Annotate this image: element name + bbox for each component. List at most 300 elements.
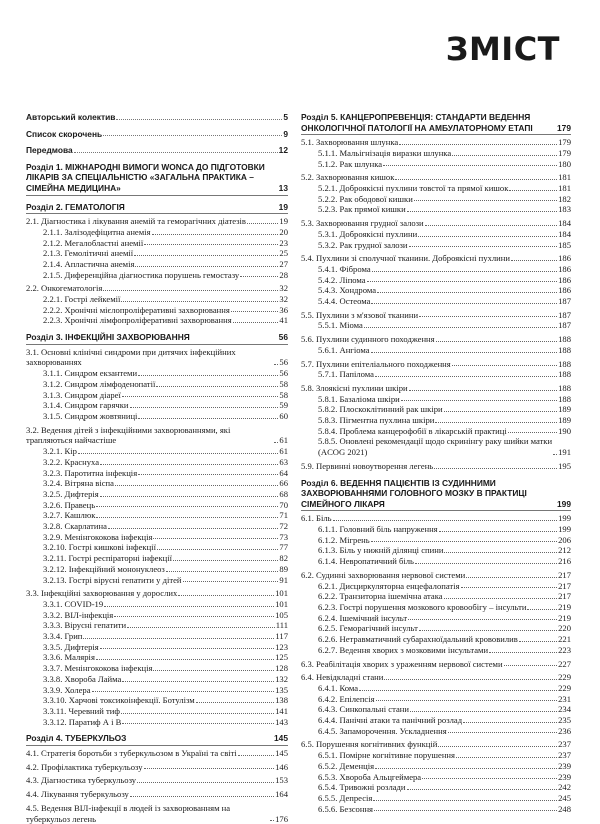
toc-entry[interactable] <box>26 775 288 786</box>
toc-entry[interactable] <box>26 663 288 674</box>
leader-dots <box>74 152 278 153</box>
leader-dots <box>436 341 557 342</box>
toc-entry[interactable] <box>301 761 571 772</box>
entry-label: 6.5. Порушення когнітивних функцій <box>301 739 437 750</box>
entry-page: 183 <box>558 204 571 215</box>
toc-entry[interactable] <box>301 320 571 331</box>
leader-dots <box>104 606 274 607</box>
entry-page: 77 <box>279 542 288 553</box>
toc-entry[interactable] <box>26 390 288 401</box>
toc-entry[interactable] <box>301 535 571 546</box>
leader-dots <box>134 255 278 256</box>
toc-entry[interactable] <box>301 415 571 426</box>
toc-entry[interactable] <box>301 345 571 356</box>
toc-entry[interactable] <box>301 394 571 405</box>
toc-entry[interactable] <box>26 620 288 631</box>
entry-page: 56 <box>279 357 288 368</box>
leader-dots <box>418 236 557 237</box>
toc-entry[interactable] <box>26 542 288 553</box>
entry-label: 5.1.1. Мальігнізація виразки шлунка <box>318 148 451 159</box>
toc-entry[interactable] <box>26 468 288 479</box>
leader-dots <box>415 563 557 564</box>
entry-label: Передмова <box>26 145 73 156</box>
toc-entry[interactable] <box>26 238 288 249</box>
entry-page: 245 <box>558 793 571 804</box>
entry-label: 5.8.2. Плоскоклітинний рак шкіри <box>318 404 443 415</box>
toc-entry[interactable] <box>26 425 288 446</box>
entry-page: 179 <box>558 137 571 148</box>
toc-entry[interactable] <box>26 803 288 824</box>
entry-label: 3.3.12. Паратиф А і В <box>43 717 121 728</box>
entry-page: 187 <box>558 310 571 321</box>
entry-label: 4.2. Профілактика туберкульозу <box>26 762 143 773</box>
entry-label: 3.3.7. Менінгококова інфекція <box>43 663 152 674</box>
entry-label: 3.3. Інфекційні захворювання у дорослих <box>26 588 177 599</box>
entry-label: 3.3.6. Малярія <box>43 652 95 663</box>
toc-entry[interactable] <box>301 804 571 815</box>
entry-label: 5.4.1. Фіброма <box>318 264 371 275</box>
entry-label: 5.2. Захворювання кишок <box>301 172 394 183</box>
toc-entry[interactable] <box>301 359 571 370</box>
toc-entry[interactable] <box>26 717 288 728</box>
toc-entry[interactable] <box>301 581 571 592</box>
leader-dots <box>247 223 278 224</box>
toc-entry[interactable] <box>26 532 288 543</box>
entry-label: 3.2.2. Краснуха <box>43 457 99 468</box>
leader-dots <box>375 768 557 769</box>
toc-entry[interactable] <box>301 715 571 726</box>
leader-dots <box>116 119 282 120</box>
leader-dots <box>448 732 557 733</box>
entry-label: 6.2.4. Ішемічний інсульт <box>318 613 407 624</box>
toc-entry[interactable] <box>26 259 288 270</box>
entry-page: 229 <box>558 672 571 683</box>
leader-dots <box>100 496 279 497</box>
entry-label: Авторський колектив <box>26 112 115 123</box>
toc-entry[interactable] <box>301 253 571 264</box>
toc-entry[interactable] <box>301 159 571 170</box>
toc-entry[interactable] <box>301 240 571 251</box>
entry-label: 3.2. Ведення дітей з інфекційними захворюваннями, які трапляються найчастіше <box>26 425 273 446</box>
entry-page: 219 <box>558 613 571 624</box>
section-label: Розділ 5. КАНЦЕРОПРЕВЕНЦІЯ: СТАНДАРТИ ВЕДЕННЯ ОНКОЛОГІЧНОЇ ПАТОЛОГІЇ НА АМБУЛАТОРНОМУ ЕТАПІ <box>301 112 557 133</box>
section-heading[interactable] <box>26 332 288 345</box>
entry-page: 36 <box>279 305 288 316</box>
toc-entry[interactable] <box>301 404 571 415</box>
entry-page: 70 <box>279 500 288 511</box>
toc-entry[interactable] <box>26 610 288 621</box>
entry-label: 5.2.2. Рак ободової кишки <box>318 194 413 205</box>
toc-entry[interactable] <box>301 296 571 307</box>
toc-entry[interactable] <box>26 368 288 379</box>
toc-entry[interactable] <box>26 652 288 663</box>
entry-page: 59 <box>279 400 288 411</box>
toc-entry[interactable] <box>301 436 571 457</box>
toc-entry[interactable] <box>26 521 288 532</box>
toc-entry[interactable] <box>26 695 288 706</box>
toc-front-entry[interactable] <box>26 129 288 140</box>
toc-entry[interactable] <box>301 545 571 556</box>
toc-entry[interactable] <box>301 183 571 194</box>
entry-page: 239 <box>558 761 571 772</box>
toc-entry[interactable] <box>26 642 288 653</box>
leader-dots <box>153 538 278 539</box>
toc-entry[interactable] <box>26 457 288 468</box>
leader-dots <box>144 244 278 245</box>
toc-entry[interactable] <box>26 685 288 696</box>
entry-label: 6.5.2. Деменція <box>318 761 374 772</box>
toc-entry[interactable] <box>26 270 288 281</box>
toc-entry[interactable] <box>26 446 288 457</box>
leader-dots <box>375 376 557 377</box>
entry-label: 3.3.1. COVID-19 <box>43 599 103 610</box>
leader-dots <box>410 711 557 712</box>
leader-dots <box>238 755 274 756</box>
toc-entry[interactable] <box>26 400 288 411</box>
leader-dots <box>425 225 557 226</box>
entry-label: 5.1.2. Рак шлунка <box>318 159 382 170</box>
entry-page: 188 <box>558 383 571 394</box>
toc-entry[interactable] <box>301 218 571 229</box>
entry-page: 111 <box>276 620 288 631</box>
toc-entry[interactable] <box>301 782 571 793</box>
leader-dots <box>333 520 558 521</box>
toc-entry[interactable] <box>301 570 571 581</box>
entry-page: 28 <box>279 270 288 281</box>
entry-label: 5.9. Первинні новоутворення легень <box>301 461 433 472</box>
entry-label: 5.2.1. Доброякісні пухлини товстої та прямої кишок <box>318 183 508 194</box>
leader-dots <box>153 670 274 671</box>
toc-front-entry[interactable] <box>26 145 288 156</box>
leader-dots <box>121 713 274 714</box>
entry-label: 3.3.5. Дифтерія <box>43 642 99 653</box>
leader-dots <box>137 782 274 783</box>
entry-label: 2.2. Онкогематологія <box>26 283 102 294</box>
toc-entry[interactable] <box>26 248 288 259</box>
entry-page: 186 <box>558 275 571 286</box>
entry-page: 58 <box>279 390 288 401</box>
entry-label: 5.1. Захворювання шлунка <box>301 137 398 148</box>
entry-page: 101 <box>275 599 288 610</box>
section-heading[interactable] <box>26 202 288 215</box>
section-page: 56 <box>279 332 288 343</box>
leader-dots <box>452 155 557 156</box>
entry-page: 32 <box>279 294 288 305</box>
leader-dots <box>121 301 278 302</box>
toc-entry[interactable] <box>301 739 571 750</box>
toc-entry[interactable] <box>301 750 571 761</box>
entry-page: 138 <box>275 695 288 706</box>
entry-label: 5.3.2. Рак грудної залози <box>318 240 408 251</box>
toc-entry[interactable] <box>26 315 288 326</box>
toc-entry[interactable] <box>301 383 571 394</box>
toc-entry[interactable] <box>26 789 288 800</box>
entry-label: 6.4.2. Епілепсія <box>318 694 375 705</box>
toc-entry[interactable] <box>301 264 571 275</box>
entry-page: 231 <box>558 694 571 705</box>
leader-dots <box>371 541 557 542</box>
leader-dots <box>376 700 558 701</box>
entry-page: 217 <box>558 570 571 581</box>
leader-dots <box>122 396 279 397</box>
entry-page: 235 <box>558 715 571 726</box>
leader-dots <box>463 722 557 723</box>
toc-entry[interactable] <box>26 575 288 586</box>
toc-entry[interactable] <box>301 369 571 380</box>
toc-entry[interactable] <box>301 591 571 602</box>
leader-dots <box>553 454 557 455</box>
toc-entry[interactable] <box>301 556 571 567</box>
toc-entry[interactable] <box>301 793 571 804</box>
entry-label: 6.5.1. Помірне когнітивне порушення <box>318 750 455 761</box>
entry-label: 6.5.4. Тривожні розлади <box>318 782 406 793</box>
leader-dots <box>100 648 274 649</box>
entry-label: 2.2.1. Гострі лейкемії <box>43 294 120 305</box>
entry-page: 219 <box>558 602 571 613</box>
toc-entry[interactable] <box>301 726 571 737</box>
leader-dots <box>122 723 274 724</box>
toc-entry[interactable] <box>301 672 571 683</box>
entry-label: 3.1.5. Синдром жовтяниці <box>43 411 137 422</box>
entry-label: 3.2.6. Правець <box>43 500 95 511</box>
entry-page: 66 <box>279 478 288 489</box>
toc-entry[interactable] <box>301 602 571 613</box>
entry-label: 2.2.2. Хронічні мієлопроліферативні захворювання <box>43 305 230 316</box>
toc-entry[interactable] <box>26 379 288 390</box>
toc-entry[interactable] <box>26 748 288 759</box>
toc-entry[interactable] <box>26 478 288 489</box>
entry-page: 199 <box>558 524 571 535</box>
leader-dots <box>96 517 278 518</box>
leader-dots <box>96 659 274 660</box>
entry-label: 2.1.5. Диференційна діагностика порушень гемостазу <box>43 270 239 281</box>
toc-entry[interactable] <box>26 599 288 610</box>
leader-dots <box>127 627 275 628</box>
toc-entry[interactable] <box>26 411 288 422</box>
toc-entry[interactable] <box>26 553 288 564</box>
entry-page: 56 <box>279 368 288 379</box>
leader-dots <box>509 190 557 191</box>
entry-label: 3.2.9. Менінгококова інфекція <box>43 532 152 543</box>
entry-page: 176 <box>275 814 288 824</box>
entry-page: 188 <box>558 345 571 356</box>
toc-entry[interactable] <box>26 588 288 599</box>
entry-page: 181 <box>558 172 571 183</box>
leader-dots <box>435 422 557 423</box>
entry-page: 195 <box>558 461 571 472</box>
entry-page: 191 <box>558 447 571 458</box>
toc-entry[interactable] <box>26 706 288 717</box>
leader-dots <box>233 322 279 323</box>
leader-dots <box>384 679 557 680</box>
toc-entry[interactable] <box>26 216 288 227</box>
leader-dots <box>122 681 274 682</box>
entry-page: 89 <box>279 564 288 575</box>
toc-entry[interactable] <box>26 305 288 316</box>
entry-label: 3.2.8. Скарлатина <box>43 521 107 532</box>
entry-label: 6.5.6. Безсоння <box>318 804 373 815</box>
section-heading[interactable] <box>26 733 288 746</box>
entry-label: 3.3.11. Черевний тиф <box>43 706 120 717</box>
toc-entry[interactable] <box>26 631 288 642</box>
leader-dots <box>373 800 557 801</box>
leader-dots <box>383 165 557 166</box>
section-label: Розділ 2. ГЕМАТОЛОГІЯ <box>26 202 125 213</box>
leader-dots <box>466 577 557 578</box>
leader-dots <box>103 290 278 291</box>
toc-entry[interactable] <box>301 275 571 286</box>
leader-dots <box>508 432 557 433</box>
entry-page: 164 <box>275 789 288 800</box>
toc-entry[interactable] <box>301 229 571 240</box>
toc-entry[interactable] <box>301 513 571 524</box>
entry-label: 6.2.3. Гострі порушення мозкового кровообігу – інсульти <box>318 602 526 613</box>
entry-label: 5.7. Пухлини епітеліального походження <box>301 359 451 370</box>
toc-entry[interactable] <box>26 294 288 305</box>
section-page: 19 <box>279 202 288 213</box>
section-heading[interactable] <box>26 162 288 196</box>
entry-label: 6.2. Судинні захворювання нервової системи <box>301 570 465 581</box>
entry-label: 3.1.2. Синдром лімфоденопатії <box>43 379 155 390</box>
section-page: 199 <box>557 499 571 510</box>
toc-entry[interactable] <box>301 204 571 215</box>
leader-dots <box>156 386 278 387</box>
section-6-entries <box>301 513 571 814</box>
entry-page: 101 <box>275 588 288 599</box>
entry-label: 6.2.2. Транзиторна ішемічна атака <box>318 591 443 602</box>
toc-entry[interactable] <box>26 500 288 511</box>
leader-dots <box>444 552 557 553</box>
toc-entry[interactable] <box>301 194 571 205</box>
entry-label: 3.2.12. Інфекційний мононуклеоз <box>43 564 165 575</box>
toc-entry[interactable] <box>26 564 288 575</box>
toc-entry[interactable] <box>301 634 571 645</box>
entry-label: 3.3.8. Хвороба Лайма <box>43 674 121 685</box>
leader-dots <box>138 375 278 376</box>
leader-dots <box>135 266 278 267</box>
entry-page: 217 <box>558 591 571 602</box>
toc-entry[interactable] <box>301 310 571 321</box>
toc-front-entry[interactable] <box>26 112 288 123</box>
toc-entry[interactable] <box>26 283 288 294</box>
section-page: 145 <box>274 733 288 744</box>
entry-page: 186 <box>558 264 571 275</box>
entry-page: 189 <box>558 415 571 426</box>
entry-label: 6.4. Невідкладні стани <box>301 672 383 683</box>
entry-label: 6.5.5. Депресія <box>318 793 372 804</box>
entry-page: 132 <box>275 674 288 685</box>
entry-label: 4.3. Діагностика туберкульозу <box>26 775 136 786</box>
entry-page: 180 <box>558 159 571 170</box>
leader-dots <box>270 820 274 821</box>
entry-label: 6.5.3. Хвороба Альцгеймера <box>318 772 421 783</box>
toc-entry[interactable] <box>301 772 571 783</box>
entry-page: 71 <box>279 510 288 521</box>
leader-dots <box>78 453 279 454</box>
entry-label: 5.8.5. Оновлені рекомендації щодо скринінгу раку шийки матки (ACOG 2021) <box>318 436 552 457</box>
entry-page: 217 <box>558 581 571 592</box>
entry-page: 188 <box>558 359 571 370</box>
entry-label: 6.4.5. Запаморочення. Ускладнення <box>318 726 447 737</box>
toc-entry[interactable] <box>26 347 288 368</box>
toc-entry[interactable] <box>26 489 288 500</box>
entry-page: 117 <box>275 631 288 642</box>
toc-entry[interactable] <box>301 461 571 472</box>
leader-dots <box>138 418 278 419</box>
entry-page: 82 <box>279 553 288 564</box>
entry-label: 5.4.2. Ліпома <box>318 275 366 286</box>
entry-label: 2.1.4. Апластична анемія <box>43 259 134 270</box>
entry-label: 6.1.3. Біль у нижній ділянці спини <box>318 545 443 556</box>
toc-entry[interactable] <box>301 623 571 634</box>
entry-label: 3.2.5. Дифтерія <box>43 489 99 500</box>
entry-label: 3.2.1. Кір <box>43 446 77 457</box>
toc-entry[interactable] <box>301 694 571 705</box>
toc-entry[interactable] <box>301 172 571 183</box>
toc-entry[interactable] <box>301 645 571 656</box>
section-heading[interactable] <box>301 478 571 512</box>
toc-entry[interactable] <box>301 285 571 296</box>
toc-entry[interactable] <box>301 524 571 535</box>
toc-entry[interactable] <box>26 674 288 685</box>
leader-dots <box>371 303 557 304</box>
entry-page: 236 <box>558 726 571 737</box>
entry-page: 186 <box>558 253 571 264</box>
entry-page: 19 <box>279 216 288 227</box>
entry-label: 5.4.4. Остеома <box>318 296 370 307</box>
section-4-entries <box>26 748 288 824</box>
entry-page: 181 <box>558 183 571 194</box>
leader-dots <box>461 587 558 588</box>
page-title: ЗМІСТ <box>446 30 560 68</box>
toc-entry[interactable] <box>26 510 288 521</box>
entry-page: 186 <box>558 285 571 296</box>
leader-dots <box>489 652 557 653</box>
entry-page: 190 <box>558 426 571 437</box>
toc-entry[interactable] <box>301 704 571 715</box>
toc-entry[interactable] <box>301 148 571 159</box>
entry-page: 188 <box>558 369 571 380</box>
entry-page: 41 <box>279 315 288 326</box>
entry-label: 2.2.3. Хронічні лімфопроліферативні захворювання <box>43 315 232 326</box>
entry-page: 199 <box>558 513 571 524</box>
toc-entry[interactable] <box>26 762 288 773</box>
toc-entry[interactable] <box>301 683 571 694</box>
toc-entry[interactable] <box>301 659 571 670</box>
toc-entry[interactable] <box>26 227 288 238</box>
entry-page: 128 <box>275 663 288 674</box>
toc-entry[interactable] <box>301 334 571 345</box>
section-heading[interactable] <box>301 112 571 135</box>
entry-label: 3.3.9. Холера <box>43 685 91 696</box>
leader-dots <box>274 364 278 365</box>
entry-label: 3.1.1. Синдром екзантеми <box>43 368 137 379</box>
entry-page: 188 <box>558 334 571 345</box>
toc-entry[interactable] <box>301 426 571 437</box>
entry-page: 61 <box>279 446 288 457</box>
entry-page: 27 <box>279 259 288 270</box>
entry-label: 6.1.4. Невропатичний біль <box>318 556 414 567</box>
toc-entry[interactable] <box>301 613 571 624</box>
leader-dots <box>395 179 557 180</box>
leader-dots <box>166 571 279 572</box>
leader-dots <box>399 144 557 145</box>
entry-label: 5.2.3. Рак прямої кишки <box>318 204 406 215</box>
toc-entry[interactable] <box>301 137 571 148</box>
entry-label: 3.2.7. Кашлюк <box>43 510 95 521</box>
entry-page: 220 <box>558 623 571 634</box>
leader-dots <box>364 327 557 328</box>
